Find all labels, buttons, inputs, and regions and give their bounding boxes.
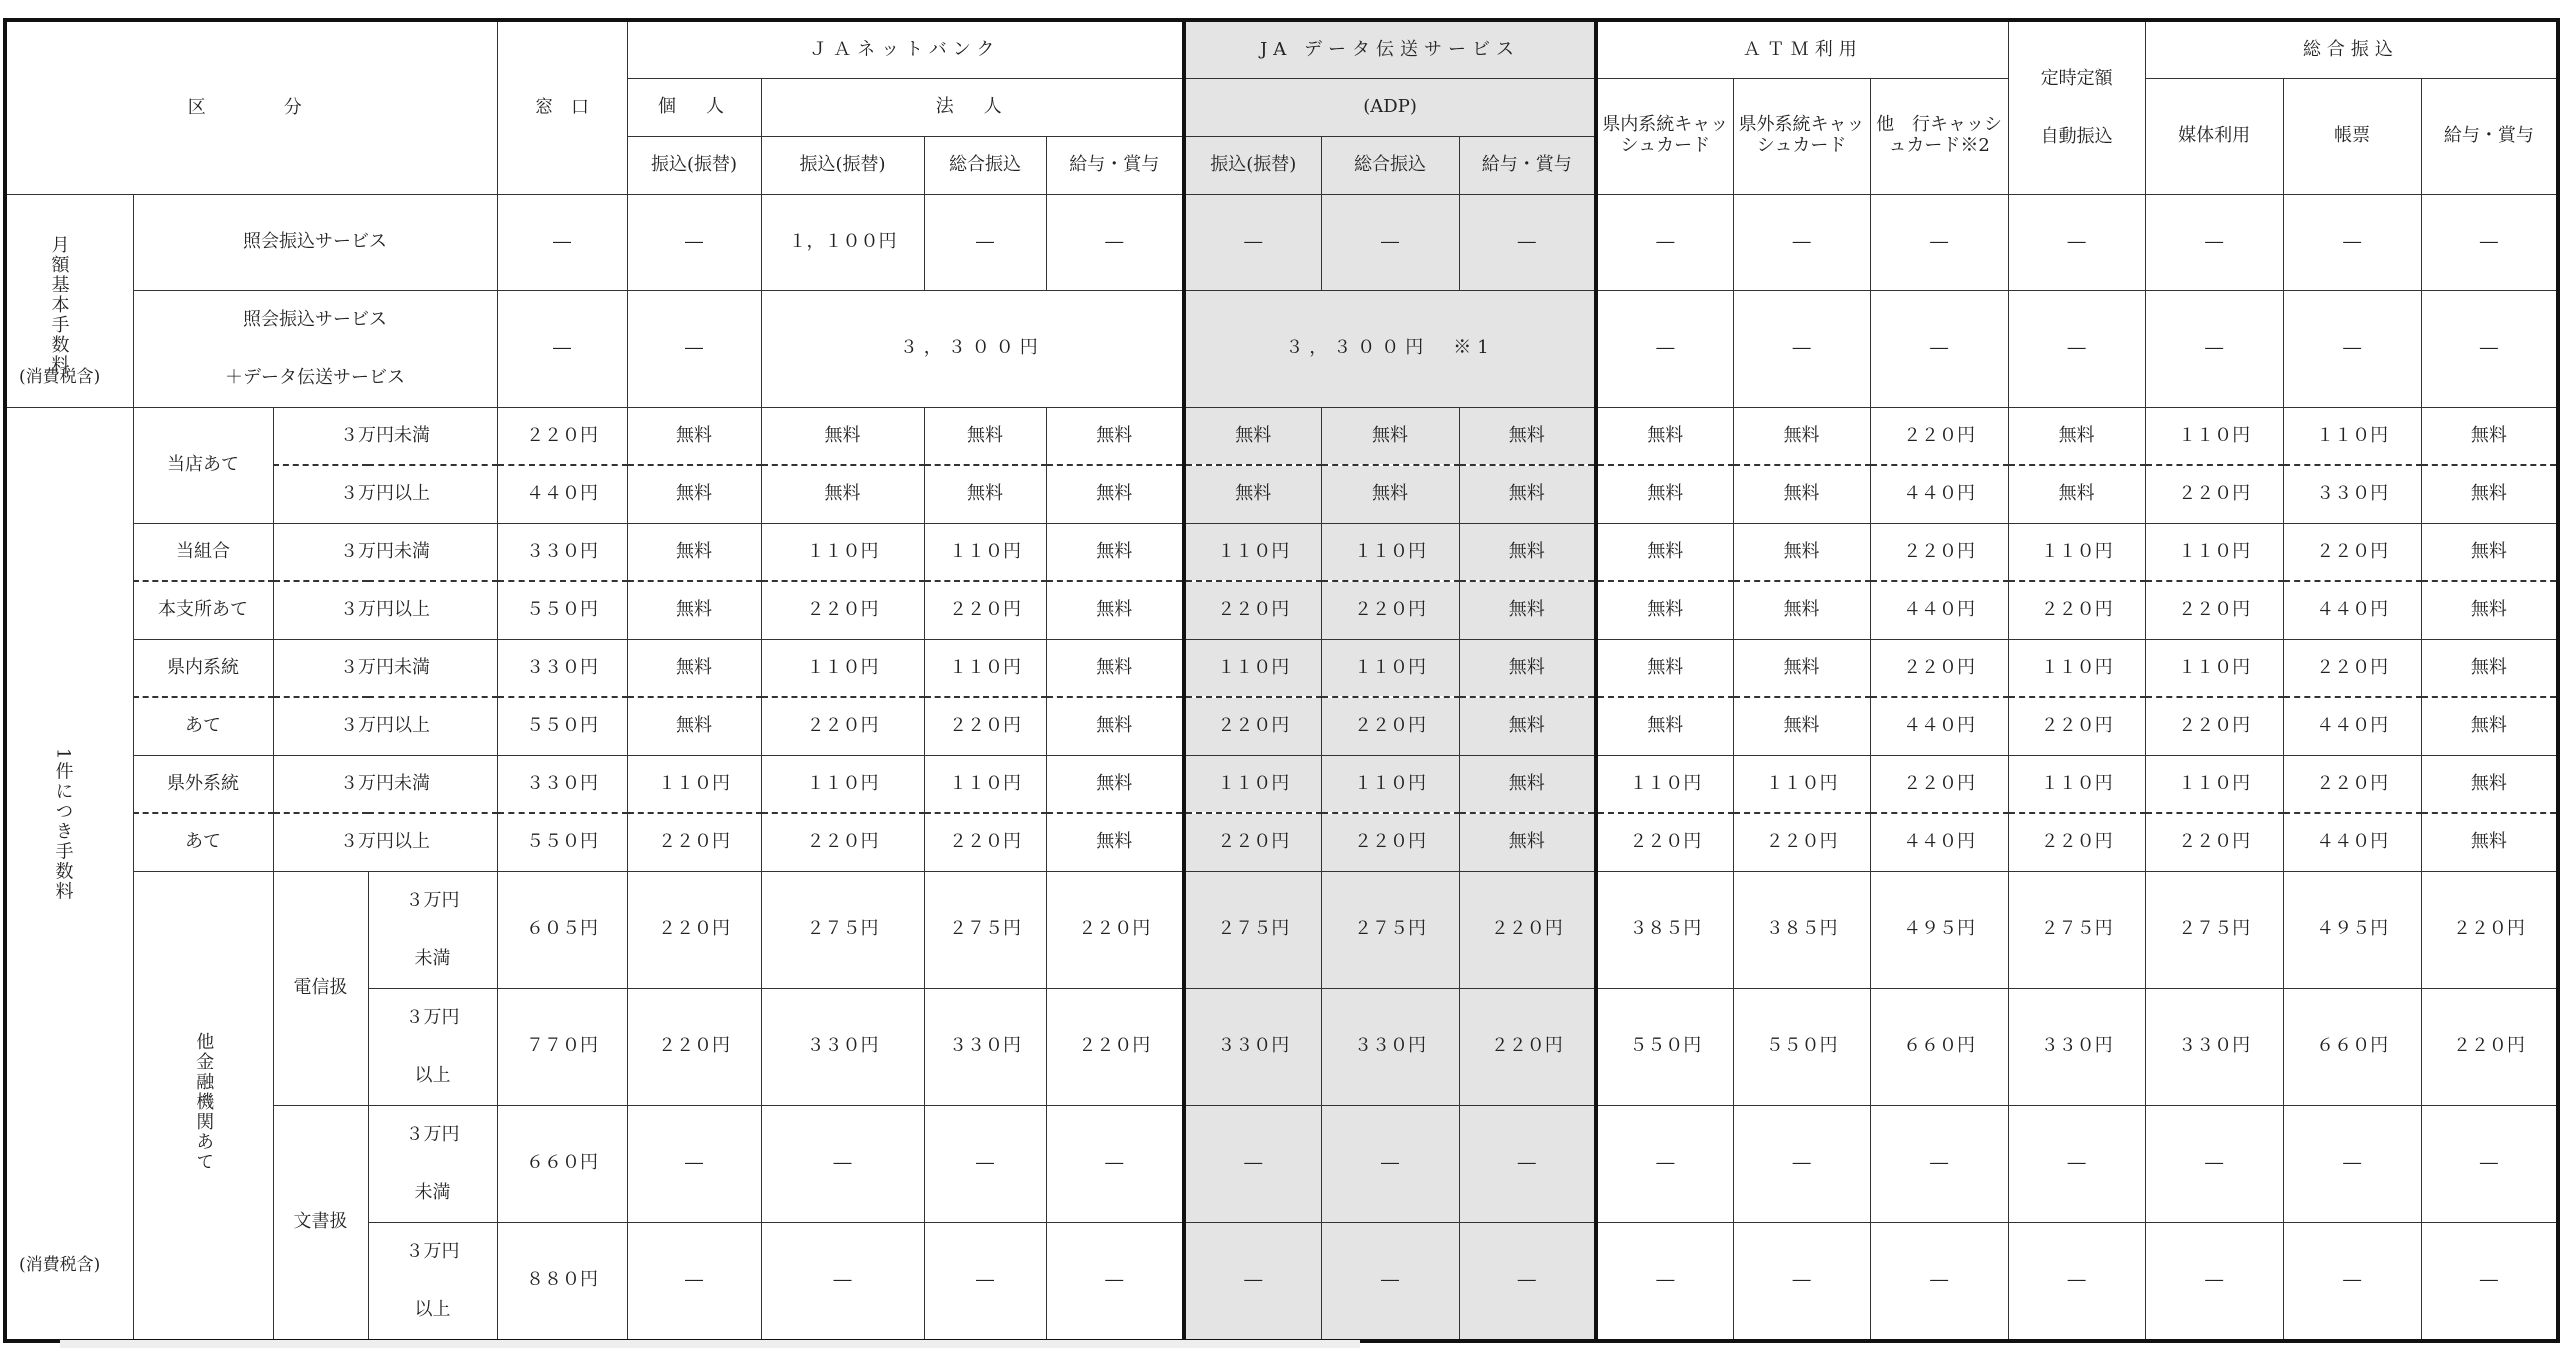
cell: 無料 xyxy=(2421,581,2558,639)
footer-bar xyxy=(60,1340,1360,1348)
cell: 無料 xyxy=(1596,523,1733,581)
cell: 無料 xyxy=(1046,755,1184,813)
cell: １１０円 xyxy=(924,755,1046,813)
cell: 無料 xyxy=(761,407,924,465)
cell: ― xyxy=(2283,290,2421,407)
cell: ― xyxy=(1321,1105,1459,1222)
cell: 無料 xyxy=(1184,465,1321,523)
amount-label: ３万円以上 xyxy=(273,697,497,755)
monthly-group-label: 月額基本手数料 (消費税含) xyxy=(5,194,133,407)
cell: ２２０円 xyxy=(1321,697,1459,755)
cell: ５５０円 xyxy=(497,581,627,639)
table-row xyxy=(5,871,2558,988)
cell: ２２０円 xyxy=(1046,988,1184,1105)
cell: ２２０円 xyxy=(1870,639,2008,697)
cell: 無料 xyxy=(1046,639,1184,697)
per-item-group-label: 1件につき手数料 (消費税含) xyxy=(5,407,133,1341)
cell: ５５０円 xyxy=(497,697,627,755)
cell: 無料 xyxy=(2421,407,2558,465)
cell: ３３０円 xyxy=(2145,988,2283,1105)
fee-table xyxy=(3,18,2560,1343)
monthly-row1-label: 照会振込サービス xyxy=(133,194,497,290)
cell: ― xyxy=(497,194,627,290)
table-row xyxy=(5,755,2558,813)
table-row xyxy=(5,697,2558,755)
cell: １１０円 xyxy=(1596,755,1733,813)
cell: ２７５円 xyxy=(1184,871,1321,988)
header-atm-kennai: 県内系統キャッシュカード xyxy=(1596,78,1733,194)
header-net-hojin-sogo: 総合振込 xyxy=(924,136,1046,194)
cell: ― xyxy=(1596,1222,1733,1341)
cell: ― xyxy=(2421,1105,2558,1222)
cell: ２７５円 xyxy=(2145,871,2283,988)
cell: ２７５円 xyxy=(2008,871,2145,988)
cell: ７７０円 xyxy=(497,988,627,1105)
cell: １１０円 xyxy=(2008,639,2145,697)
cell: ３，３００円 ※1 xyxy=(1184,290,1596,407)
amount-label: ３万円未満 xyxy=(273,639,497,697)
cell: ― xyxy=(1733,1222,1870,1341)
cell: ４４０円 xyxy=(2283,813,2421,871)
cell: 無料 xyxy=(2421,639,2558,697)
cell: ― xyxy=(1321,1222,1459,1341)
table-row xyxy=(5,581,2558,639)
cell: ― xyxy=(2008,194,2145,290)
cell: １１０円 xyxy=(1184,755,1321,813)
cell: ― xyxy=(2283,1222,2421,1341)
cell: 無料 xyxy=(1459,523,1596,581)
cell: ２２０円 xyxy=(1184,697,1321,755)
cell: ２２０円 xyxy=(761,697,924,755)
cell: ― xyxy=(1459,1222,1596,1341)
amount-label: ３万円以上 xyxy=(273,813,497,871)
cell: ３３０円 xyxy=(497,523,627,581)
other-bank-label: 他金融機関あて xyxy=(133,871,273,1341)
cell: １１０円 xyxy=(1733,755,1870,813)
header-teiji: 定時定額 自動振込 xyxy=(2008,20,2145,194)
cell: ２２０円 xyxy=(1459,988,1596,1105)
dest-label: あて xyxy=(133,697,273,755)
cell: ― xyxy=(497,290,627,407)
amount-label: ３万円未満 xyxy=(273,523,497,581)
cell: 無料 xyxy=(1321,465,1459,523)
header-baitai: 媒体利用 xyxy=(2145,78,2283,194)
cell: ２２０円 xyxy=(2008,581,2145,639)
cell: ８８０円 xyxy=(497,1222,627,1341)
table-row xyxy=(5,194,2558,290)
cell: １１０円 xyxy=(2008,755,2145,813)
cell: 無料 xyxy=(2421,465,2558,523)
cell: ― xyxy=(1321,194,1459,290)
cell: 無料 xyxy=(924,465,1046,523)
cell: 無料 xyxy=(1596,407,1733,465)
cell: ― xyxy=(924,1222,1046,1341)
denshin-label: 電信扱 xyxy=(273,871,368,1105)
cell: ― xyxy=(2283,194,2421,290)
cell: ２７５円 xyxy=(1321,871,1459,988)
cell: ３３０円 xyxy=(1321,988,1459,1105)
cell: １１０円 xyxy=(2145,407,2283,465)
cell: ― xyxy=(1733,194,1870,290)
header-adp-furikomi: 振込(振替) xyxy=(1184,136,1321,194)
cell: ２２０円 xyxy=(1870,523,2008,581)
cell: ― xyxy=(2145,194,2283,290)
cell: ２２０円 xyxy=(2008,697,2145,755)
table-row xyxy=(5,523,2558,581)
table-row xyxy=(5,290,2558,407)
header-kojin: 個 人 xyxy=(627,78,761,136)
cell: １１０円 xyxy=(2145,523,2283,581)
cell: ２２０円 xyxy=(1321,813,1459,871)
header-atm-kengai: 県外系統キャッシュカード xyxy=(1733,78,1870,194)
header-adp-sogo: 総合振込 xyxy=(1321,136,1459,194)
table-row xyxy=(5,1222,2558,1341)
cell: 無料 xyxy=(1459,697,1596,755)
cell: １１０円 xyxy=(2145,755,2283,813)
cell: ― xyxy=(2145,290,2283,407)
cell: 無料 xyxy=(1459,755,1596,813)
cell: ― xyxy=(1870,290,2008,407)
cell: ４９５円 xyxy=(1870,871,2008,988)
cell: 無料 xyxy=(1046,465,1184,523)
cell: ２２０円 xyxy=(2283,755,2421,813)
cell: ４４０円 xyxy=(1870,813,2008,871)
cell: ４９５円 xyxy=(2283,871,2421,988)
cell: ２２０円 xyxy=(761,813,924,871)
cell: 無料 xyxy=(1596,697,1733,755)
table-row xyxy=(5,988,2558,1105)
cell: ― xyxy=(924,1105,1046,1222)
cell: ― xyxy=(1459,194,1596,290)
header-madoguchi: 窓 口 xyxy=(497,20,627,194)
cell: ４４０円 xyxy=(1870,581,2008,639)
cell: 無料 xyxy=(2421,523,2558,581)
cell: ― xyxy=(1596,194,1733,290)
cell: ２２０円 xyxy=(1321,581,1459,639)
cell: １１０円 xyxy=(761,523,924,581)
cell: ― xyxy=(627,194,761,290)
cell: ５５０円 xyxy=(1596,988,1733,1105)
cell: ３８５円 xyxy=(1733,871,1870,988)
cell: ― xyxy=(1184,1105,1321,1222)
cell: ２２０円 xyxy=(2145,581,2283,639)
cell: １，１００円 xyxy=(761,194,924,290)
dest-label: 当店あて xyxy=(133,407,273,523)
cell: １１０円 xyxy=(627,755,761,813)
monthly-row2-label: 照会振込サービス ＋データ伝送サービス xyxy=(133,290,497,407)
amount-label: ３万円 以上 xyxy=(368,988,497,1105)
cell: １１０円 xyxy=(1184,523,1321,581)
cell: 無料 xyxy=(627,639,761,697)
cell: 無料 xyxy=(1046,813,1184,871)
dest-label: あて xyxy=(133,813,273,871)
cell: ２２０円 xyxy=(2283,523,2421,581)
header-atm-other: 他 行キャッシュカード※2 xyxy=(1870,78,2008,194)
cell: １１０円 xyxy=(1321,755,1459,813)
cell: ― xyxy=(761,1222,924,1341)
cell: ２２０円 xyxy=(1459,871,1596,988)
cell: ２２０円 xyxy=(2283,639,2421,697)
bunsho-label: 文書扱 xyxy=(273,1105,368,1341)
cell: ２２０円 xyxy=(1596,813,1733,871)
amount-label: ３万円未満 xyxy=(273,407,497,465)
cell: 無料 xyxy=(627,697,761,755)
header-atm: ＡＴＭ利用 xyxy=(1596,20,2008,78)
cell: 無料 xyxy=(2421,813,2558,871)
cell: 無料 xyxy=(1459,407,1596,465)
cell: 無料 xyxy=(1459,639,1596,697)
cell: 無料 xyxy=(1046,581,1184,639)
cell: 無料 xyxy=(1596,581,1733,639)
cell: ６６０円 xyxy=(1870,988,2008,1105)
cell: ― xyxy=(1459,1105,1596,1222)
cell: 無料 xyxy=(1046,407,1184,465)
cell: ２２０円 xyxy=(2421,871,2558,988)
cell: 無料 xyxy=(2421,755,2558,813)
cell: ― xyxy=(2421,194,2558,290)
cell: １１０円 xyxy=(1184,639,1321,697)
cell: 無料 xyxy=(1596,639,1733,697)
cell: ― xyxy=(761,1105,924,1222)
cell: ― xyxy=(627,1105,761,1222)
cell: ２２０円 xyxy=(627,813,761,871)
header-sogo-kyuyo: 給与・賞与 xyxy=(2421,78,2558,194)
dest-label: 本支所あて xyxy=(133,581,273,639)
cell: １１０円 xyxy=(924,523,1046,581)
cell: ― xyxy=(1184,194,1321,290)
cell: 無料 xyxy=(2008,465,2145,523)
cell: ２２０円 xyxy=(2008,813,2145,871)
cell: ２２０円 xyxy=(627,871,761,988)
cell: ５５０円 xyxy=(1733,988,1870,1105)
cell: 無料 xyxy=(1459,465,1596,523)
cell: ２２０円 xyxy=(1733,813,1870,871)
cell: 無料 xyxy=(1046,697,1184,755)
table-row xyxy=(5,813,2558,871)
cell: ２２０円 xyxy=(2145,813,2283,871)
cell: ― xyxy=(2008,1105,2145,1222)
cell: 無料 xyxy=(2008,407,2145,465)
cell: 無料 xyxy=(1733,407,1870,465)
cell: １１０円 xyxy=(761,639,924,697)
cell: ３３０円 xyxy=(497,639,627,697)
cell: ― xyxy=(627,290,761,407)
cell: 無料 xyxy=(1733,639,1870,697)
header-adp-kyuyo: 給与・賞与 xyxy=(1459,136,1596,194)
cell: ３３０円 xyxy=(1184,988,1321,1105)
cell: ２２０円 xyxy=(497,407,627,465)
cell: ４４０円 xyxy=(2283,697,2421,755)
cell: ２２０円 xyxy=(1184,813,1321,871)
cell: ２２０円 xyxy=(2145,697,2283,755)
cell: ― xyxy=(2283,1105,2421,1222)
cell: １１０円 xyxy=(761,755,924,813)
cell: 無料 xyxy=(924,407,1046,465)
cell: ― xyxy=(1870,194,2008,290)
cell: 無料 xyxy=(761,465,924,523)
cell: 無料 xyxy=(1459,581,1596,639)
cell: ― xyxy=(1870,1222,2008,1341)
cell: ― xyxy=(2008,290,2145,407)
cell: ４４０円 xyxy=(497,465,627,523)
cell: 無料 xyxy=(627,581,761,639)
header-chohyo: 帳票 xyxy=(2283,78,2421,194)
cell: １１０円 xyxy=(1321,639,1459,697)
cell: ３３０円 xyxy=(924,988,1046,1105)
cell: ― xyxy=(2421,290,2558,407)
cell: 無料 xyxy=(1184,407,1321,465)
cell: １１０円 xyxy=(2008,523,2145,581)
cell: ２２０円 xyxy=(761,581,924,639)
header-hojin: 法 人 xyxy=(761,78,1184,136)
cell: １１０円 xyxy=(2145,639,2283,697)
cell: ― xyxy=(1046,1105,1184,1222)
cell: ３３０円 xyxy=(2283,465,2421,523)
cell: 無料 xyxy=(1596,465,1733,523)
cell: ― xyxy=(627,1222,761,1341)
cell: ２２０円 xyxy=(1870,407,2008,465)
cell: ― xyxy=(1733,1105,1870,1222)
cell: ２２０円 xyxy=(1870,755,2008,813)
cell: ２２０円 xyxy=(2145,465,2283,523)
dest-label: 県内系統 xyxy=(133,639,273,697)
cell: ２２０円 xyxy=(924,581,1046,639)
cell: ３３０円 xyxy=(2008,988,2145,1105)
cell: ４４０円 xyxy=(2283,581,2421,639)
table-row xyxy=(5,1105,2558,1222)
amount-label: ３万円 以上 xyxy=(368,1222,497,1341)
cell: ３８５円 xyxy=(1596,871,1733,988)
table-row xyxy=(5,407,2558,465)
cell: １１０円 xyxy=(1321,523,1459,581)
header-net-hojin-kyuyo: 給与・賞与 xyxy=(1046,136,1184,194)
cell: ３３０円 xyxy=(497,755,627,813)
cell: 無料 xyxy=(1733,465,1870,523)
header-kubun: 区 分 xyxy=(5,20,497,194)
cell: 無料 xyxy=(2421,697,2558,755)
amount-label: ３万円未満 xyxy=(273,755,497,813)
cell: ２２０円 xyxy=(1046,871,1184,988)
cell: ６０５円 xyxy=(497,871,627,988)
cell: ２２０円 xyxy=(2421,988,2558,1105)
cell: ― xyxy=(1184,1222,1321,1341)
header-net-hojin-furikomi: 振込(振替) xyxy=(761,136,924,194)
dest-label: 当組合 xyxy=(133,523,273,581)
cell: 無料 xyxy=(1733,697,1870,755)
header-ja-net-bank: ＪＡネットバンク xyxy=(627,20,1184,78)
cell: 無料 xyxy=(1733,581,1870,639)
cell: ２２０円 xyxy=(924,697,1046,755)
cell: ― xyxy=(1046,194,1184,290)
cell: ６６０円 xyxy=(2283,988,2421,1105)
cell: 無料 xyxy=(1046,523,1184,581)
cell: ２２０円 xyxy=(1184,581,1321,639)
cell: 無料 xyxy=(627,523,761,581)
cell: ４４０円 xyxy=(1870,465,2008,523)
table-row xyxy=(5,465,2558,523)
cell: ― xyxy=(1596,1105,1733,1222)
cell: 無料 xyxy=(627,407,761,465)
cell: ２７５円 xyxy=(924,871,1046,988)
cell: ― xyxy=(924,194,1046,290)
cell: ３３０円 xyxy=(761,988,924,1105)
per-item-body xyxy=(5,407,2558,1341)
amount-label: ３万円 未満 xyxy=(368,1105,497,1222)
dest-label: 県外系統 xyxy=(133,755,273,813)
amount-label: ３万円以上 xyxy=(273,581,497,639)
header-ja-data: JA データ伝送サービス xyxy=(1184,20,1596,78)
cell: ― xyxy=(1870,1105,2008,1222)
cell: ― xyxy=(2008,1222,2145,1341)
cell: ― xyxy=(1046,1222,1184,1341)
header-net-kojin-furikomi: 振込(振替) xyxy=(627,136,761,194)
cell: ２７５円 xyxy=(761,871,924,988)
cell: ２２０円 xyxy=(627,988,761,1105)
cell: １１０円 xyxy=(924,639,1046,697)
cell: 無料 xyxy=(1733,523,1870,581)
amount-label: ３万円以上 xyxy=(273,465,497,523)
cell: １１０円 xyxy=(2283,407,2421,465)
cell: ３，３００円 xyxy=(761,290,1184,407)
cell: ４４０円 xyxy=(1870,697,2008,755)
amount-label: ３万円 未満 xyxy=(368,871,497,988)
cell: 無料 xyxy=(1321,407,1459,465)
cell: 無料 xyxy=(1459,813,1596,871)
fee-table-container xyxy=(3,18,2560,1343)
cell: ― xyxy=(2145,1222,2283,1341)
cell: ６６０円 xyxy=(497,1105,627,1222)
table-row xyxy=(5,639,2558,697)
header-sogo-furikomi: 総合振込 xyxy=(2145,20,2558,78)
cell: ５５０円 xyxy=(497,813,627,871)
cell: ― xyxy=(1733,290,1870,407)
cell: ― xyxy=(1596,290,1733,407)
cell: ― xyxy=(2421,1222,2558,1341)
cell: ２２０円 xyxy=(924,813,1046,871)
header-adp: (ADP) xyxy=(1184,78,1596,136)
cell: 無料 xyxy=(627,465,761,523)
cell: ― xyxy=(2145,1105,2283,1222)
